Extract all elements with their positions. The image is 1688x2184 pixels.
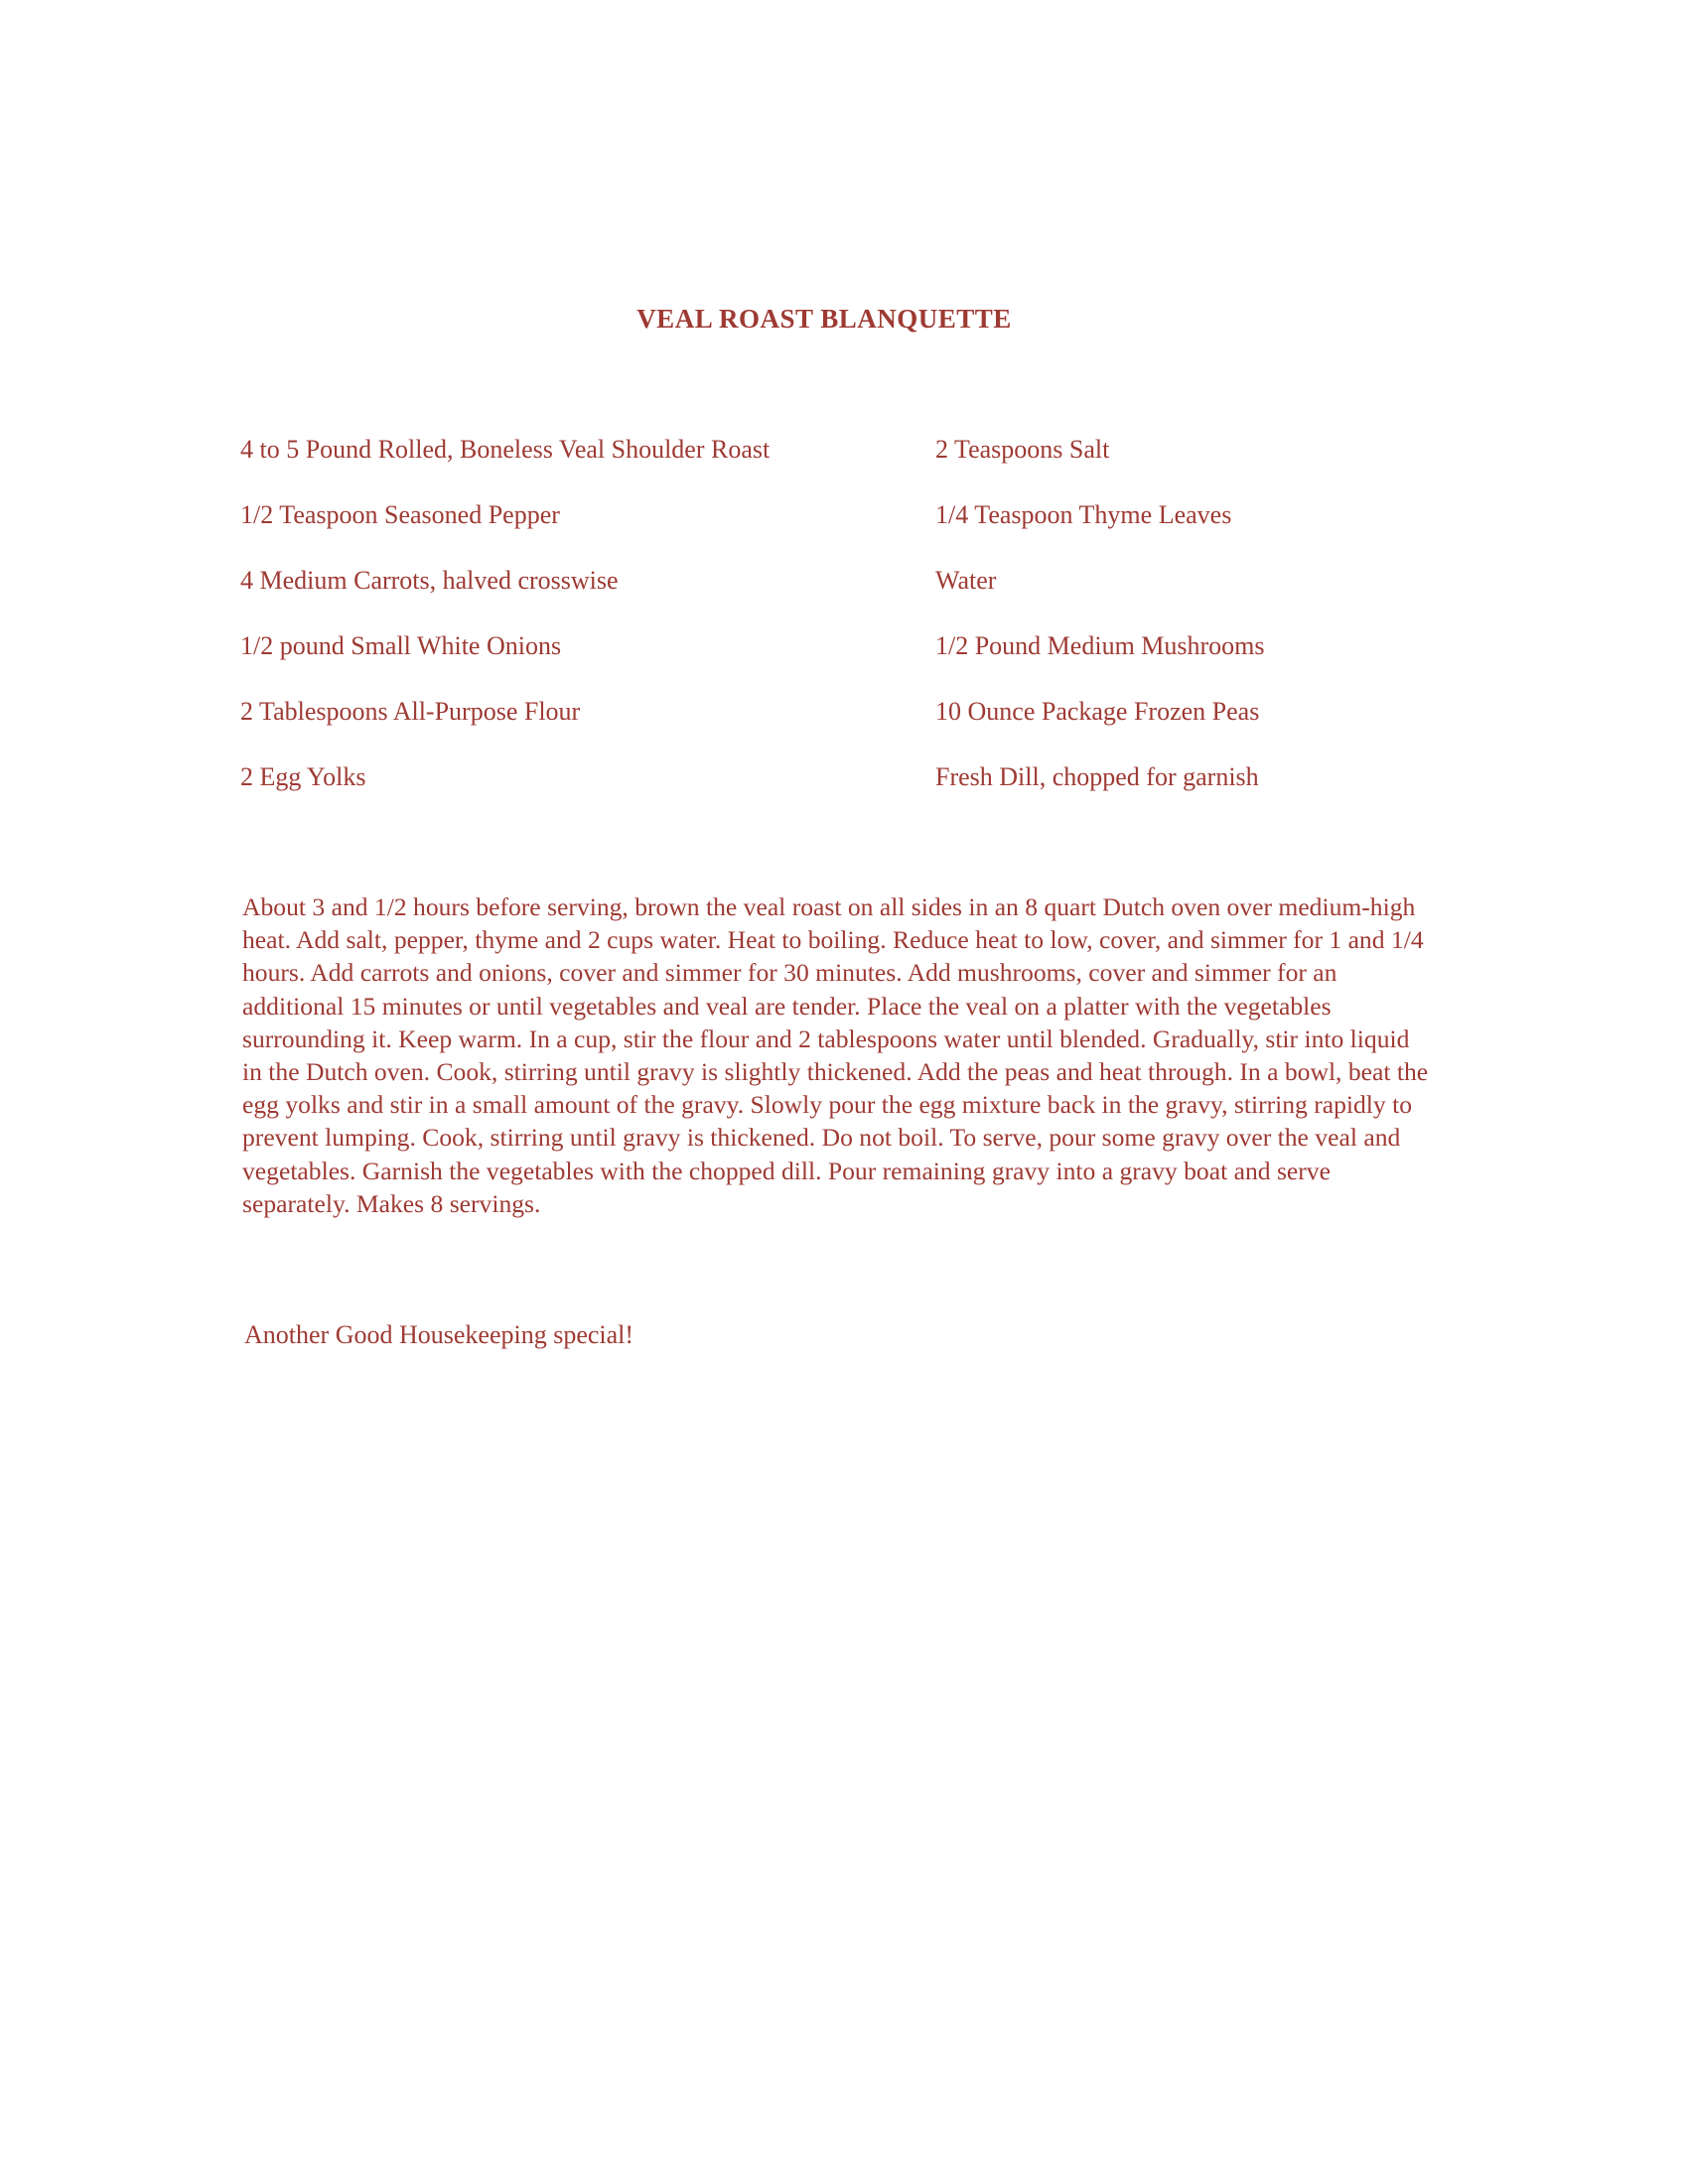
ingredient-item: 4 to 5 Pound Rolled, Boneless Veal Shoulder Roast xyxy=(240,435,771,464)
ingredient-item: 4 Medium Carrots, halved crosswise xyxy=(240,566,619,595)
ingredient-item: 1/2 Teaspoon Seasoned Pepper xyxy=(240,500,560,529)
ingredient-item: 2 Tablespoons All-Purpose Flour xyxy=(240,697,581,726)
ingredient-item: 2 Egg Yolks xyxy=(240,762,366,791)
recipe-title: VEAL ROAST BLANQUETTE xyxy=(636,304,1012,334)
recipe-note: Another Good Housekeeping special! xyxy=(244,1320,634,1349)
ingredient-item: 1/2 Pound Medium Mushrooms xyxy=(935,631,1265,660)
ingredient-list xyxy=(240,433,1412,826)
ingredient-item: 10 Ounce Package Frozen Peas xyxy=(935,697,1260,726)
ingredient-item: 1/2 pound Small White Onions xyxy=(240,631,562,660)
ingredient-item: 1/4 Teaspoon Thyme Leaves xyxy=(935,500,1232,529)
ingredient-item: Water xyxy=(935,566,997,595)
ingredient-item: Fresh Dill, chopped for garnish xyxy=(935,762,1259,791)
ingredient-item: 2 Teaspoons Salt xyxy=(935,435,1110,464)
recipe-directions: About 3 and 1/2 hours before serving, brown the veal roast on all sides in an 8 quart Dutch oven over medium-high heat. Add salt, pepper, thyme and 2 cups water. Heat to boiling. Reduce heat to low, cover, and simmer for 1 and 1/4 hours. Add carrots and onions, cover and simmer for 30 minutes. Add mushrooms, cover and simmer for an additional 15 minutes or until vegetables and veal are tender. Place the veal on a platter with the vegetables surrounding it. Keep warm. In a cup, stir the flour and 2 tablespoons water until blended. Gradually, stir into liquid in the Dutch oven. Cook, stirring until gravy is slightly thickened. Add the peas and heat through. In a bowl, beat the egg yolks and stir in a small amount of the gravy. Slowly pour the egg mixture back in the gravy, stirring rapidly to prevent lumping. Cook, stirring until gravy is thickened. Do not boil. To serve, pour some gravy over the veal and vegetables. Garnish the vegetables with the chopped dill. Pour remaining gravy into a gravy boat and serve separately. Makes 8 servings. xyxy=(242,892,1429,1218)
